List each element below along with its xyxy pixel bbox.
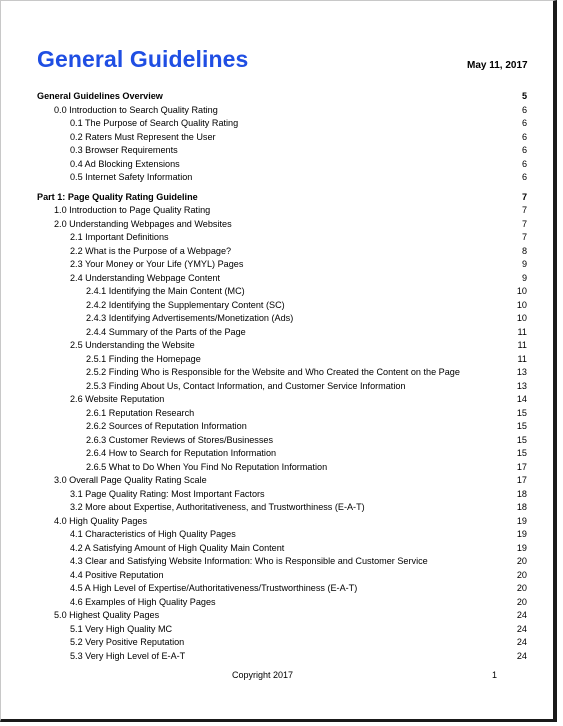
toc-entry-page: 24 [516, 610, 527, 620]
toc-entry-title: 0.5 Internet Safety Information [70, 172, 193, 182]
toc-entry-title: 2.4.3 Identifying Advertisements/Monetization (Ads) [86, 313, 294, 323]
toc-entry[interactable] [86, 447, 527, 459]
toc-entry[interactable] [54, 515, 527, 527]
toc-entry-page: 7 [521, 219, 527, 229]
toc-entry-page: 11 [517, 327, 527, 337]
toc-entry-page: 17 [516, 462, 527, 472]
toc-entry-title: 0.0 Introduction to Search Quality Rating [54, 105, 218, 115]
toc-entry[interactable] [86, 461, 527, 473]
footer-page-number: 1 [492, 670, 498, 680]
toc-entry-title: 4.3 Clear and Satisfying Website Information: Who is Responsible and Customer Service [70, 556, 428, 566]
toc-entry[interactable] [70, 542, 527, 554]
toc-entry[interactable] [70, 650, 527, 662]
toc-entry-title: 0.4 Ad Blocking Extensions [70, 159, 180, 169]
toc-entry-title: 2.4.4 Summary of the Parts of the Page [86, 327, 246, 337]
toc-entry-title: 4.2 A Satisfying Amount of High Quality Main Content [70, 543, 285, 553]
toc-entry-title: 3.2 More about Expertise, Authoritativeness, and Trustworthiness (E-A-T) [70, 502, 365, 512]
toc-entry-page: 6 [521, 172, 527, 182]
toc-entry[interactable] [70, 636, 527, 648]
toc-entry[interactable] [54, 104, 527, 116]
toc-entry-title: 2.6.2 Sources of Reputation Information [86, 421, 247, 431]
toc-entry[interactable] [70, 393, 527, 405]
toc-entry-page: 15 [516, 408, 527, 418]
footer-copyright: Copyright 2017 [232, 670, 294, 680]
toc-entry[interactable] [70, 258, 527, 270]
toc-entry-page: 20 [516, 583, 527, 593]
toc-entry-page: 11 [517, 354, 527, 364]
toc-entry[interactable] [54, 609, 527, 621]
toc-entry[interactable] [70, 117, 527, 129]
toc-entry[interactable] [70, 582, 527, 594]
toc-entry[interactable] [70, 488, 527, 500]
toc-entry-page: 19 [516, 543, 527, 553]
document-date: May 11, 2017 [467, 60, 528, 71]
toc-entry[interactable] [70, 623, 527, 635]
document-title: General Guidelines [37, 46, 249, 72]
toc-entry[interactable] [70, 231, 527, 243]
toc-entry-page: 6 [521, 105, 527, 115]
toc-entry-title: 4.4 Positive Reputation [70, 570, 164, 580]
toc-entry-title: 2.6.4 How to Search for Reputation Information [86, 448, 277, 458]
toc-entry-page: 13 [516, 381, 527, 391]
toc-entry-title: 4.5 A High Level of Expertise/Authoritativeness/Trustworthiness (E-A-T) [70, 583, 358, 593]
toc-entry-page: 24 [516, 624, 527, 634]
toc-entry-page: 6 [521, 132, 527, 142]
toc-entry-page: 10 [516, 286, 527, 296]
toc-entry-title: 2.5 Understanding the Website [70, 340, 195, 350]
toc-entry[interactable] [70, 272, 527, 284]
toc-entry[interactable] [86, 366, 527, 378]
toc-entry-title: 2.6 Website Reputation [70, 394, 165, 404]
toc-entry[interactable] [54, 204, 527, 216]
toc-entry[interactable] [86, 326, 527, 338]
toc-entry[interactable] [86, 285, 527, 297]
toc-entry[interactable] [37, 191, 527, 203]
toc-entry-page: 11 [517, 340, 527, 350]
toc-entry-title: 4.6 Examples of High Quality Pages [70, 597, 216, 607]
toc-entry-title: 3.0 Overall Page Quality Rating Scale [54, 475, 207, 485]
toc-entry-page: 20 [516, 570, 527, 580]
toc-entry-page: 20 [516, 597, 527, 607]
toc-entry-page: 10 [516, 300, 527, 310]
toc-entry-page: 8 [521, 246, 527, 256]
toc-entry-title: 2.6.5 What to Do When You Find No Reputation Information [86, 462, 328, 472]
toc-entry-page: 18 [516, 489, 527, 499]
toc-entry-page: 10 [516, 313, 527, 323]
toc-entry[interactable] [70, 501, 527, 513]
toc-entry-page: 19 [516, 529, 527, 539]
toc-entry-title: 5.3 Very High Level of E-A-T [70, 651, 186, 661]
toc-entry-page: 9 [521, 273, 527, 283]
toc-entry[interactable] [86, 434, 527, 446]
toc-entry[interactable] [70, 339, 527, 351]
toc-entry-title: 2.4.1 Identifying the Main Content (MC) [86, 286, 245, 296]
toc-entry-title: 3.1 Page Quality Rating: Most Important Factors [70, 489, 265, 499]
toc-entry-page: 20 [516, 556, 527, 566]
toc-entry-page: 15 [516, 435, 527, 445]
toc-entry-page: 6 [521, 118, 527, 128]
toc-entry[interactable] [54, 474, 527, 486]
toc-entry-page: 14 [516, 394, 527, 404]
toc-entry-title: 4.1 Characteristics of High Quality Pages [70, 529, 236, 539]
toc-entry-page: 19 [516, 516, 527, 526]
toc-entry-page: 5 [521, 91, 527, 101]
toc-entry[interactable] [37, 90, 527, 102]
toc-entry[interactable] [70, 528, 527, 540]
toc-entry[interactable] [70, 245, 527, 257]
toc-entry[interactable] [86, 299, 527, 311]
toc-entry-title: 2.5.1 Finding the Homepage [86, 354, 201, 364]
toc-entry-title: General Guidelines Overview [37, 91, 163, 101]
toc-entry-page: 15 [516, 448, 527, 458]
toc-entry-title: Part 1: Page Quality Rating Guideline [37, 192, 198, 202]
toc-entry[interactable] [54, 218, 527, 230]
toc-entry-page: 18 [516, 502, 527, 512]
toc-entry-page: 7 [521, 205, 527, 215]
toc-entry[interactable] [70, 596, 527, 608]
toc-entry-title: 5.2 Very Positive Reputation [70, 637, 185, 647]
toc-entry-title: 4.0 High Quality Pages [54, 516, 148, 526]
toc-entry[interactable] [86, 380, 527, 392]
toc-entry-title: 0.1 The Purpose of Search Quality Rating [70, 118, 239, 128]
toc-entry-title: 5.0 Highest Quality Pages [54, 610, 160, 620]
toc-entry[interactable] [86, 420, 527, 432]
toc-entry-title: 2.4 Understanding Webpage Content [70, 273, 220, 283]
toc-entry-title: 2.6.3 Customer Reviews of Stores/Businesses [86, 435, 274, 445]
toc-entry-page: 17 [516, 475, 527, 485]
toc-entry-page: 13 [516, 367, 527, 377]
toc-entry-page: 9 [521, 259, 527, 269]
toc-entry-page: 6 [521, 159, 527, 169]
toc-entry-title: 2.5.3 Finding About Us, Contact Information, and Customer Service Information [86, 381, 406, 391]
toc-entry-title: 2.4.2 Identifying the Supplementary Content (SC) [86, 300, 285, 310]
toc-entry-title: 2.1 Important Definitions [70, 232, 169, 242]
toc-entry[interactable] [86, 312, 527, 324]
toc-entry[interactable] [70, 171, 527, 183]
toc-entry-title: 2.2 What is the Purpose of a Webpage? [70, 246, 232, 256]
toc-entry-title: 0.3 Browser Requirements [70, 145, 178, 155]
toc-entry-title: 2.6.1 Reputation Research [86, 408, 195, 418]
toc-entry-page: 24 [516, 637, 527, 647]
toc-entry-page: 7 [521, 192, 527, 202]
toc-entry[interactable] [86, 353, 527, 365]
toc-entry-page: 7 [521, 232, 527, 242]
toc-entry[interactable] [70, 131, 527, 143]
toc-entry-title: 2.0 Understanding Webpages and Websites [54, 219, 232, 229]
toc-entry-title: 2.3 Your Money or Your Life (YMYL) Pages [70, 259, 244, 269]
toc-entry-title: 5.1 Very High Quality MC [70, 624, 173, 634]
toc-entry[interactable] [86, 407, 527, 419]
toc-entry[interactable] [70, 144, 527, 156]
toc-entry[interactable] [70, 569, 527, 581]
toc-entry-title: 1.0 Introduction to Page Quality Rating [54, 205, 211, 215]
toc-entry-page: 24 [516, 651, 527, 661]
toc-entry[interactable] [70, 555, 527, 567]
toc-entry-title: 2.5.2 Finding Who is Responsible for the Website and Who Created the Content on the Page [86, 367, 460, 377]
toc-entry-page: 6 [521, 145, 527, 155]
toc-entry[interactable] [70, 158, 527, 170]
toc-entry-title: 0.2 Raters Must Represent the User [70, 132, 216, 142]
toc-entry-page: 15 [516, 421, 527, 431]
